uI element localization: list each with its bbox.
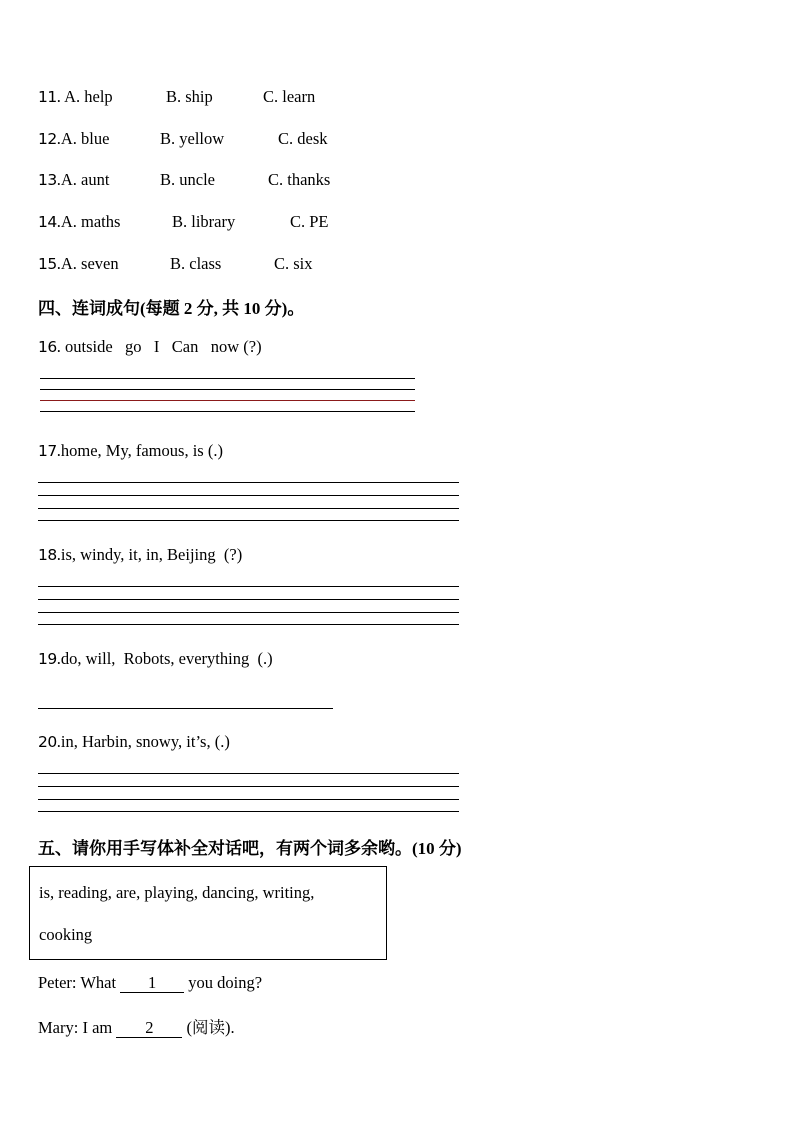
section-5-heading: 五、请你用手写体补全对话吧，有两个词多余哟。(10 分): [38, 839, 462, 858]
question-15: [38, 254, 119, 274]
question-12: [38, 129, 109, 149]
dialogue-after-text: (阅读).: [182, 1018, 235, 1037]
section-4-heading: 四、连词成句(每题 2 分, 共 10 分)。: [38, 299, 305, 318]
question-number: 12: [38, 130, 57, 148]
option-b: B. library: [172, 212, 236, 231]
question-number: 19: [38, 650, 57, 668]
question-19: [38, 649, 273, 669]
writing-lines[interactable]: [38, 773, 459, 813]
question-number: 16: [38, 338, 57, 356]
dialogue-line-peter: [38, 973, 262, 993]
question-14: [38, 212, 120, 232]
dialogue-line-mary: [38, 1014, 235, 1038]
question-words: .in, Harbin, snowy, it’s, (.): [56, 732, 230, 751]
option-c: C. six: [274, 254, 313, 273]
question-number: 14: [38, 213, 57, 231]
option-c: C. PE: [290, 212, 329, 231]
question-number: 18: [38, 546, 57, 564]
writing-line[interactable]: [38, 708, 333, 710]
option-c: C. thanks: [268, 170, 331, 189]
writing-lines[interactable]: [38, 482, 459, 522]
answer-blank-1[interactable]: 1: [120, 974, 184, 993]
option-b: B. class: [170, 254, 222, 273]
option-b: B. yellow: [160, 129, 225, 148]
word-bank-line-1: is, reading, are, playing, dancing, writing,: [39, 883, 315, 902]
word-bank-line-2: cooking: [39, 925, 93, 944]
question-number: 17: [38, 442, 57, 460]
question-17: [38, 441, 223, 461]
answer-blank-2[interactable]: 2: [116, 1019, 182, 1038]
question-18: [38, 545, 242, 565]
question-words: .is, windy, it, in, Beijing (?): [56, 545, 243, 564]
question-20: [38, 732, 230, 752]
option-a: . A. help: [56, 87, 113, 106]
option-a: .A. aunt: [56, 170, 110, 189]
option-b: B. uncle: [160, 170, 215, 189]
question-16: [38, 337, 262, 357]
question-words: . outside go I Can now (?): [56, 337, 262, 356]
option-a: .A. blue: [56, 129, 110, 148]
dialogue-speaker-text: Peter: What: [38, 973, 121, 992]
option-a: .A. seven: [56, 254, 119, 273]
question-number: 20: [38, 733, 57, 751]
question-words: .do, will, Robots, everything (.): [56, 649, 273, 668]
dialogue-after-text: you doing?: [184, 973, 263, 992]
question-number: 15: [38, 255, 57, 273]
writing-lines[interactable]: [38, 586, 459, 626]
option-b: B. ship: [166, 87, 213, 106]
question-11: [38, 87, 113, 107]
question-number: 13: [38, 171, 57, 189]
option-a: .A. maths: [56, 212, 121, 231]
question-13: [38, 170, 109, 190]
writing-lines[interactable]: [40, 378, 415, 414]
dialogue-speaker-text: Mary: I am: [38, 1018, 117, 1037]
option-c: C. learn: [263, 87, 316, 106]
question-number: 11: [38, 88, 57, 106]
question-words: .home, My, famous, is (.): [56, 441, 223, 460]
word-bank-box: [29, 866, 387, 960]
option-c: C. desk: [278, 129, 328, 148]
